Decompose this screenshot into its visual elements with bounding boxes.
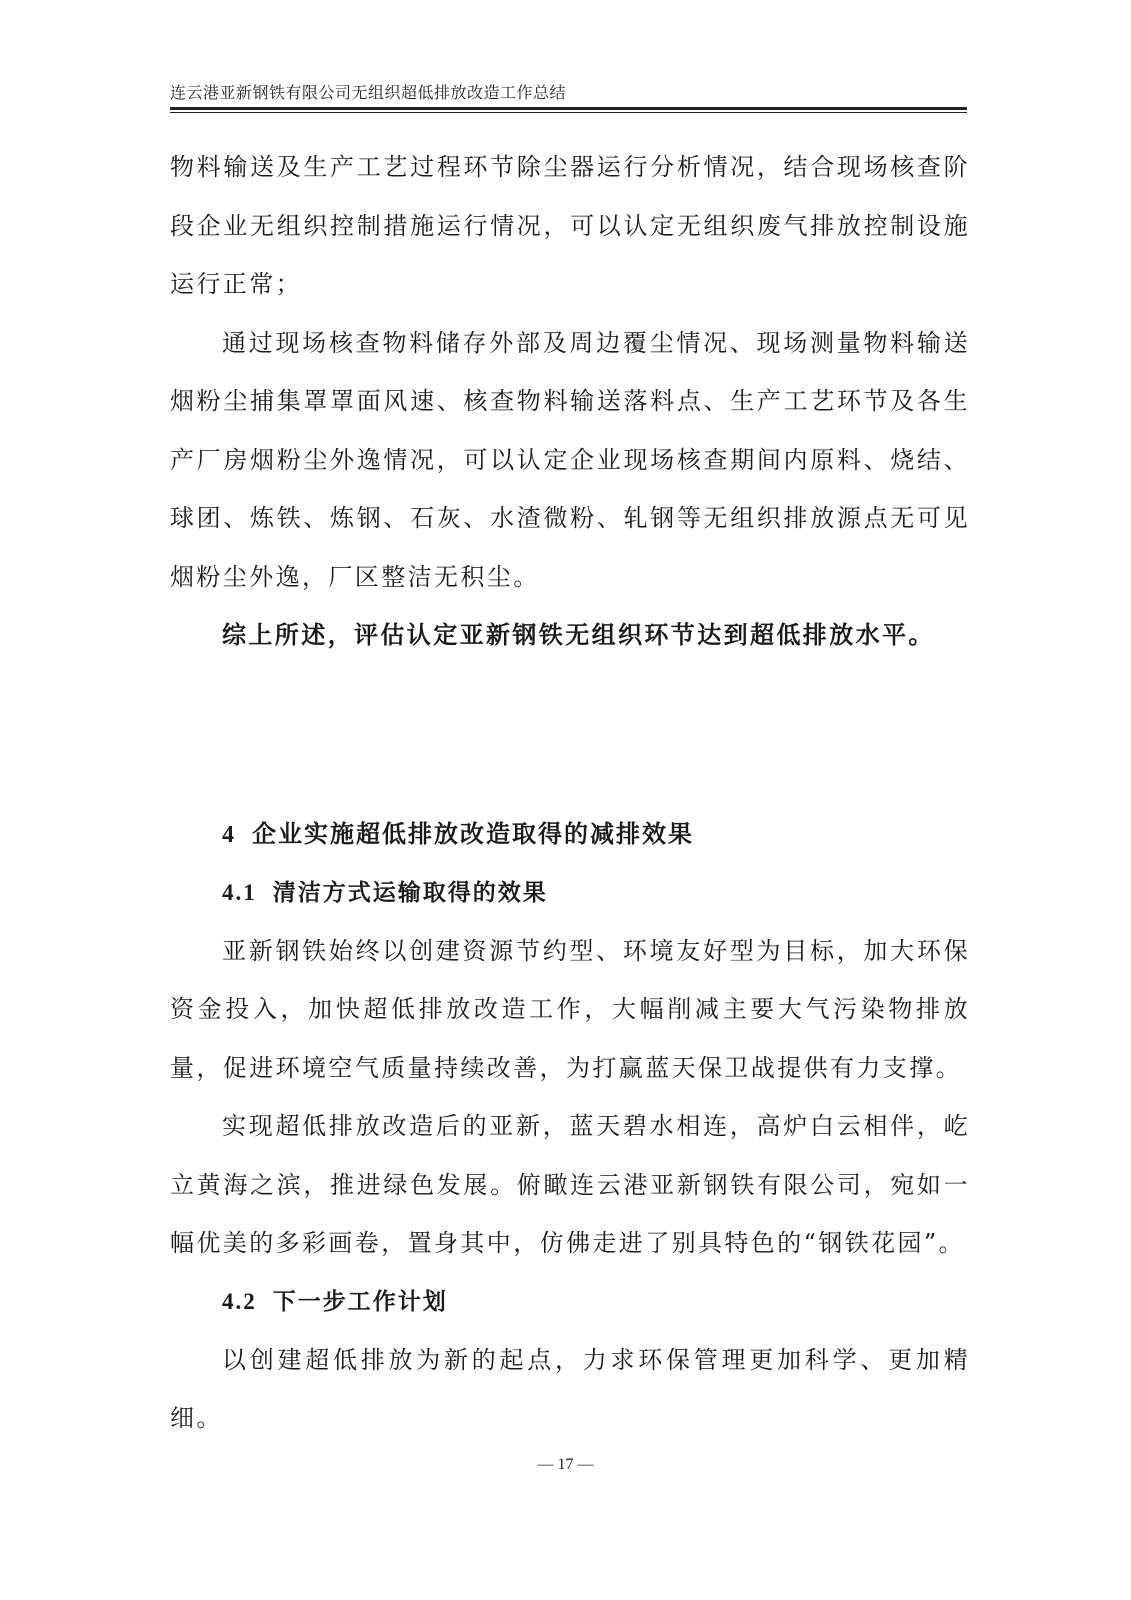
paragraph: 实现超低排放改造后的亚新，蓝天碧水相连，高炉白云相伴，屹立黄海之滨，推进绿色发展。俯瞰连云港亚新钢铁有限公司，宛如一幅优美的多彩画卷，置身其中，仿佛走进了别具特色的“钢铁花园”。 <box>170 1112 970 1257</box>
subsection-number: 4.2 <box>222 1288 257 1314</box>
subsection-title: 下一步工作计划 <box>272 1288 448 1315</box>
header-rule <box>170 107 967 110</box>
subsection-heading <box>170 864 970 922</box>
conclusion-paragraph: 综上所述，评估认定亚新钢铁无组织环节达到超低排放水平。 <box>222 621 935 649</box>
section-title: 企业实施超低排放改造取得的减排效果 <box>252 819 694 848</box>
paragraph: 以创建超低排放为新的起点，力求环保管理更加科学、更加精细。 <box>170 1345 970 1432</box>
running-header: 连云港亚新钢铁有限公司无组织超低排放改造工作总结 <box>170 83 567 102</box>
subsection-heading <box>170 1273 970 1331</box>
document-body <box>170 138 970 1448</box>
section-number: 4 <box>222 821 236 848</box>
paragraph: 通过现场核查物料储存外部及周边覆尘情况、现场测量物料输送烟粉尘捕集罩罩面风速、核查物料输送落料点、生产工艺环节及各生产厂房烟粉尘外逸情况，可以认定企业现场核查期间内原料、烧结、球团、炼铁、炼钢、石灰、水渣微粉、轧钢等无组织排放源点无可见烟粉尘外逸，厂区整洁无积尘。 <box>170 328 970 591</box>
page-number: — 17 — <box>537 1456 594 1473</box>
subsection-title: 清洁方式运输取得的效果 <box>272 879 548 906</box>
subsection-number: 4.1 <box>222 879 257 905</box>
spacer <box>170 665 970 805</box>
section-heading <box>170 805 970 864</box>
paragraph: 物料输送及生产工艺过程环节除尘器运行分析情况，结合现场核查阶段企业无组织控制措施运行情况，可以认定无组织废气排放控制设施运行正常； <box>170 153 970 298</box>
paragraph: 亚新钢铁始终以创建资源节约型、环境友好型为目标，加大环保资金投入，加快超低排放改造工作，大幅削减主要大气污染物排放量，促进环境空气质量持续改善，为打赢蓝天保卫战提供有力支撑。 <box>170 936 970 1082</box>
header-rule-thin <box>170 112 967 113</box>
